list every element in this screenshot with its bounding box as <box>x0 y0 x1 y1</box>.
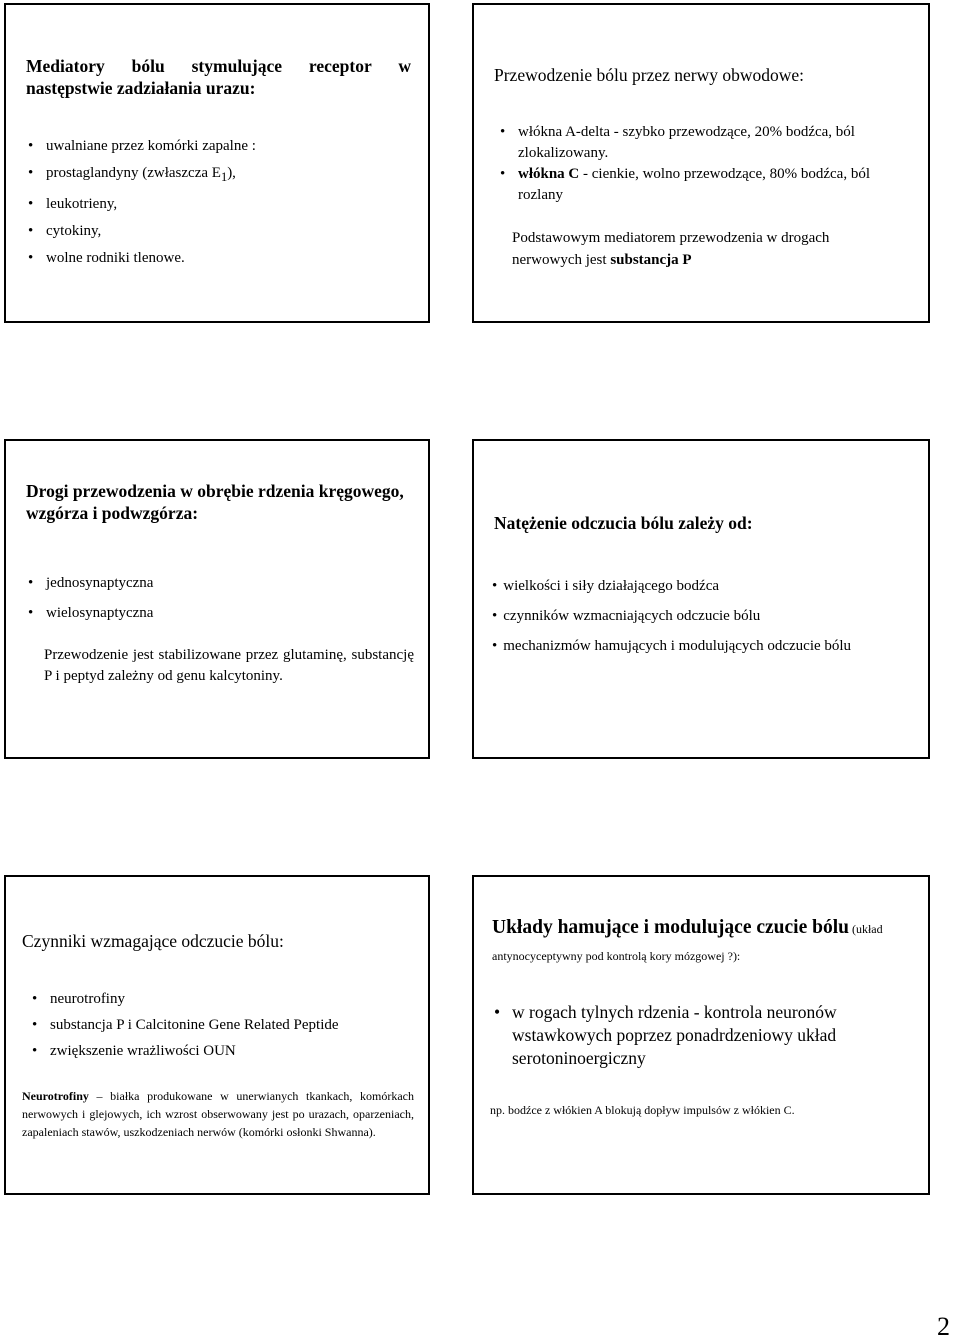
subscript: 1 <box>220 170 228 184</box>
bullet-list <box>28 986 418 1064</box>
slide-title: Przewodzenie bólu przez nerwy obwodowe: <box>494 65 805 85</box>
list-item: • wielkości i siły działającego bodźca <box>492 578 720 594</box>
bullet-icon: • <box>32 1043 38 1059</box>
bullet-icon: • <box>32 1017 38 1033</box>
slide-title: Drogi przewodzenia w obrębie rdzenia kręgowego, wzgórza i podwzgórza: <box>26 481 404 523</box>
paragraph: Podstawowym mediatorem przewodzenia w drogach nerwowych jest substancja P <box>512 230 830 268</box>
bullet-icon: • <box>494 1002 501 1022</box>
list-item: • cytokiny, <box>24 218 414 245</box>
list-item: • wolne rodniki tlenowe. <box>24 245 414 272</box>
title-note: (układ antynocyceptywny pod kontrolą kory mózgowej ?): <box>492 922 883 963</box>
list-item: • neurotrofiny <box>28 986 418 1012</box>
bullet-icon: • <box>28 223 34 239</box>
slide-mediators <box>4 3 430 323</box>
bullet-icon: • <box>492 638 498 654</box>
bullet-icon: • <box>28 138 34 154</box>
list-item: • substancja P i Calcitonine Gene Related Peptide <box>28 1012 418 1038</box>
list-item: • uwalniane przez komórki zapalne : <box>24 133 414 160</box>
paragraph: Przewodzenie jest stabilizowane przez glutaminę, substancję P i peptyd zależny od genu kalcytoniny. <box>44 647 414 684</box>
bullet-icon: • <box>28 605 34 621</box>
bullet-icon: • <box>492 578 498 594</box>
bullet-list <box>490 1001 910 1070</box>
paragraph: Neurotrofiny – białka produkowane w unerwianych tkankach, komórkach nerwowych i glejowych, ich wzrost obserwowany jest po urazach, oparzeniach, zapaleniach stawów, uszkodzeniach nerwów (komórki osłonki Shwanna). <box>22 1089 414 1139</box>
bullet-list <box>24 568 414 628</box>
page-number: 2 <box>937 1312 950 1341</box>
list-item: • włókna A-delta - szybko przewodzące, 20% bodźca, ból zlokalizowany. <box>500 124 855 161</box>
list-item: • wielosynaptyczna <box>24 598 414 628</box>
bullet-list <box>496 122 911 206</box>
slide-title: Układy hamujące i modulujące czucie bólu (układ antynocyceptywny pod kontrolą kory mózgowej ?): <box>492 917 883 963</box>
list-item: • w rogach tylnych rdzenia - kontrola neuronów wstawkowych poprzez ponadrdzeniowy układ serotoninoergiczny <box>494 1002 837 1068</box>
slide-inhibitory-systems <box>472 875 930 1195</box>
slide-spinal-pathways <box>4 439 430 759</box>
bullet-icon: • <box>500 124 506 140</box>
paragraph: np. bodźce z włókien A blokują dopływ impulsów z włókien C. <box>490 1103 795 1117</box>
list-item: • jednosynaptyczna <box>24 568 414 598</box>
list-item: • włókna C - cienkie, wolno przewodzące, 80% bodźca, ból rozlany <box>500 166 870 203</box>
bullet-icon: • <box>28 196 34 212</box>
list-item: • prostaglandyny (zwłaszcza $E_1$), <box>24 160 414 191</box>
slide-title: Czynniki wzmagające odczucie bólu: <box>22 931 284 951</box>
bullet-icon: • <box>28 250 34 266</box>
bullet-icon: • <box>500 166 506 182</box>
slide-pain-intensity <box>472 439 930 759</box>
list-item: • zwiększenie wrażliwości OUN <box>28 1038 418 1064</box>
list-item: • czynników wzmacniających odczucie bólu <box>492 608 761 624</box>
bullet-icon: • <box>492 608 498 624</box>
slide-title: Mediatory bólu stymulujące receptor w następstwie zadziałania urazu: <box>26 56 411 98</box>
slide-title: Natężenie odczucia bólu zależy od: <box>494 513 753 533</box>
list-item: • leukotrieny, <box>24 191 414 218</box>
bullet-icon: • <box>28 575 34 591</box>
list-item: • mechanizmów hamujących i modulujących odczucie bólu <box>492 638 852 654</box>
bullet-list <box>24 133 414 272</box>
bullet-icon: • <box>28 165 34 181</box>
slide-pain-enhancers <box>4 875 430 1195</box>
bullet-icon: • <box>32 991 38 1007</box>
bullet-list <box>492 576 912 666</box>
slide-peripheral-conduction <box>472 3 930 323</box>
